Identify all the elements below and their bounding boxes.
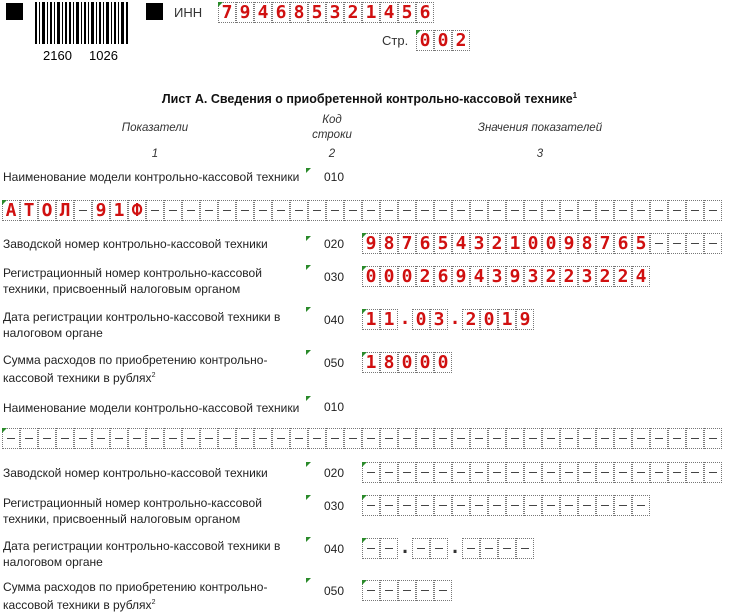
b2-date-code: 040 bbox=[324, 542, 345, 556]
char-cell bbox=[398, 428, 416, 449]
char-cell bbox=[380, 580, 398, 601]
b1-date-label bbox=[3, 309, 280, 341]
char-cell bbox=[398, 580, 416, 601]
char-cell bbox=[470, 462, 488, 483]
b1-date-label-l1: Дата регистрации контрольно-кассовой техники в bbox=[3, 310, 281, 324]
char-cell: А bbox=[2, 200, 20, 221]
char-cell: 2 bbox=[596, 266, 614, 287]
b2-model-mark bbox=[306, 396, 311, 401]
char-cell: 3 bbox=[470, 233, 488, 254]
b1-model-mark bbox=[306, 168, 311, 173]
char-cell bbox=[218, 428, 236, 449]
char-cell: 4 bbox=[452, 233, 470, 254]
char-cell bbox=[488, 462, 506, 483]
char-cell bbox=[200, 200, 218, 221]
char-cell bbox=[578, 428, 596, 449]
char-cell bbox=[704, 428, 722, 449]
char-cell bbox=[182, 428, 200, 449]
char-cell bbox=[362, 462, 380, 483]
b1-date-code: 040 bbox=[324, 313, 345, 327]
char-cell: 0 bbox=[542, 233, 560, 254]
char-cell bbox=[488, 200, 506, 221]
char-cell bbox=[686, 233, 704, 254]
date-separator: . bbox=[449, 537, 461, 558]
b1-sum-code: 050 bbox=[324, 356, 345, 370]
char-cell bbox=[434, 462, 452, 483]
sheet-title bbox=[0, 91, 739, 106]
char-cell: 1 bbox=[362, 2, 380, 23]
b1-sum-label-l1: Сумма расходов по приобретению контрольно- bbox=[3, 353, 268, 367]
b1-serial-mark bbox=[306, 236, 311, 241]
char-cell: 9 bbox=[560, 233, 578, 254]
b1-sum-label bbox=[3, 352, 267, 386]
char-cell bbox=[506, 495, 524, 516]
barcode-number-right: 1026 bbox=[89, 48, 118, 63]
char-cell: 0 bbox=[362, 266, 380, 287]
char-cell bbox=[650, 462, 668, 483]
char-cell bbox=[344, 428, 362, 449]
b1-sum-mark bbox=[306, 350, 311, 355]
char-cell bbox=[236, 200, 254, 221]
char-cell bbox=[416, 462, 434, 483]
char-cell: 2 bbox=[560, 266, 578, 287]
b1-sum-label-l2: кассовой техники в рублях bbox=[3, 371, 152, 385]
char-cell bbox=[434, 495, 452, 516]
char-cell bbox=[542, 428, 560, 449]
b1-reg-label-l2: техники, присвоенный налоговым органом bbox=[3, 282, 241, 296]
char-cell: 0 bbox=[398, 352, 416, 373]
b2-model-field[interactable] bbox=[2, 428, 722, 449]
char-cell bbox=[416, 495, 434, 516]
char-cell bbox=[614, 462, 632, 483]
char-cell bbox=[164, 200, 182, 221]
b2-reg-label bbox=[3, 495, 262, 527]
char-cell bbox=[470, 200, 488, 221]
col3-header: Значения показателей bbox=[477, 122, 603, 134]
char-cell: 2 bbox=[416, 266, 434, 287]
b1-model-field[interactable] bbox=[2, 200, 722, 221]
char-cell: 5 bbox=[632, 233, 650, 254]
char-cell bbox=[74, 200, 92, 221]
char-cell bbox=[506, 428, 524, 449]
char-cell bbox=[92, 428, 110, 449]
char-cell: 5 bbox=[398, 2, 416, 23]
char-cell bbox=[578, 495, 596, 516]
char-cell bbox=[542, 200, 560, 221]
char-cell: 1 bbox=[498, 309, 516, 330]
b2-reg-mark bbox=[306, 495, 311, 500]
char-cell: 2 bbox=[344, 2, 362, 23]
b2-reg-field[interactable] bbox=[362, 495, 650, 516]
char-cell bbox=[470, 428, 488, 449]
char-cell bbox=[614, 495, 632, 516]
b2-sum-label-l1: Сумма расходов по приобретению контрольно- bbox=[3, 580, 268, 594]
char-cell bbox=[498, 538, 516, 559]
char-cell: 6 bbox=[416, 2, 434, 23]
char-cell: 2 bbox=[542, 266, 560, 287]
char-cell: 0 bbox=[380, 266, 398, 287]
char-cell bbox=[20, 428, 38, 449]
b1-model-code: 010 bbox=[324, 170, 345, 184]
char-cell bbox=[362, 428, 380, 449]
char-cell bbox=[614, 428, 632, 449]
sheet-title-text: Лист А. Сведения о приобретенной контрольно-кассовой технике bbox=[161, 92, 573, 107]
char-cell bbox=[74, 428, 92, 449]
col2-header-line1: Код bbox=[322, 114, 342, 126]
b2-reg-code: 030 bbox=[324, 499, 345, 513]
char-cell bbox=[272, 428, 290, 449]
char-cell bbox=[668, 428, 686, 449]
char-cell: 4 bbox=[470, 266, 488, 287]
char-cell: 0 bbox=[524, 233, 542, 254]
char-cell: 9 bbox=[362, 233, 380, 254]
char-cell bbox=[578, 200, 596, 221]
char-cell: 9 bbox=[452, 266, 470, 287]
char-cell bbox=[398, 200, 416, 221]
char-cell bbox=[632, 495, 650, 516]
char-cell bbox=[560, 428, 578, 449]
char-cell: 4 bbox=[380, 2, 398, 23]
char-cell bbox=[596, 428, 614, 449]
char-cell bbox=[326, 200, 344, 221]
b1-serial-field[interactable] bbox=[362, 233, 722, 254]
corner-marker-right bbox=[146, 3, 163, 20]
char-cell: О bbox=[38, 200, 56, 221]
char-cell: 3 bbox=[488, 266, 506, 287]
char-cell bbox=[398, 462, 416, 483]
char-cell bbox=[650, 233, 668, 254]
char-cell: 7 bbox=[218, 2, 236, 23]
char-cell bbox=[452, 495, 470, 516]
date-separator: . bbox=[399, 537, 411, 558]
char-cell bbox=[380, 428, 398, 449]
char-cell bbox=[452, 462, 470, 483]
char-cell bbox=[110, 428, 128, 449]
b2-date-mark bbox=[306, 537, 311, 542]
char-cell bbox=[412, 538, 430, 559]
char-cell bbox=[362, 580, 380, 601]
char-cell: 2 bbox=[462, 309, 480, 330]
char-cell bbox=[2, 428, 20, 449]
b1-serial-label: Заводской номер контрольно-кассовой техники bbox=[3, 237, 268, 251]
char-cell bbox=[380, 538, 398, 559]
char-cell bbox=[578, 462, 596, 483]
char-cell bbox=[434, 200, 452, 221]
char-cell: 9 bbox=[516, 309, 534, 330]
char-cell bbox=[480, 538, 498, 559]
char-cell: 0 bbox=[434, 352, 452, 373]
b1-sum-field[interactable] bbox=[362, 352, 452, 373]
char-cell bbox=[56, 428, 74, 449]
char-cell bbox=[416, 200, 434, 221]
b2-date-label-l2: налоговом органе bbox=[3, 555, 103, 569]
char-cell bbox=[398, 495, 416, 516]
char-cell bbox=[236, 428, 254, 449]
b2-sum-label-l2: кассовой техники в рублях bbox=[3, 598, 152, 612]
char-cell bbox=[704, 233, 722, 254]
char-cell bbox=[434, 580, 452, 601]
char-cell: 0 bbox=[416, 352, 434, 373]
date-separator: . bbox=[449, 308, 461, 329]
char-cell bbox=[524, 428, 542, 449]
b1-reg-label bbox=[3, 265, 262, 297]
char-cell bbox=[182, 200, 200, 221]
char-cell bbox=[632, 462, 650, 483]
char-cell bbox=[542, 495, 560, 516]
char-cell bbox=[200, 428, 218, 449]
char-cell: 4 bbox=[632, 266, 650, 287]
b2-date-label-l1: Дата регистрации контрольно-кассовой техники в bbox=[3, 539, 281, 553]
char-cell: 8 bbox=[578, 233, 596, 254]
char-cell bbox=[430, 538, 448, 559]
char-cell bbox=[668, 462, 686, 483]
char-cell: 0 bbox=[480, 309, 498, 330]
b1-model-label: Наименование модели контрольно-кассовой техники bbox=[3, 170, 300, 184]
char-cell bbox=[560, 200, 578, 221]
char-cell bbox=[560, 495, 578, 516]
col2-header-line2: строки bbox=[312, 129, 352, 141]
char-cell: 0 bbox=[416, 30, 434, 51]
char-cell: 9 bbox=[92, 200, 110, 221]
char-cell: Ф bbox=[128, 200, 146, 221]
char-cell bbox=[308, 428, 326, 449]
char-cell bbox=[488, 428, 506, 449]
char-cell bbox=[614, 200, 632, 221]
char-cell bbox=[254, 200, 272, 221]
b1-date-mark bbox=[306, 307, 311, 312]
char-cell bbox=[524, 495, 542, 516]
sheet-title-footnote: 1 bbox=[572, 91, 578, 100]
char-cell bbox=[596, 200, 614, 221]
char-cell: 1 bbox=[362, 352, 380, 373]
char-cell bbox=[686, 428, 704, 449]
b2-sum-mark bbox=[306, 578, 311, 583]
b2-date-label bbox=[3, 538, 280, 570]
char-cell: 6 bbox=[614, 233, 632, 254]
b1-reg-mark bbox=[306, 265, 311, 270]
char-cell bbox=[380, 495, 398, 516]
char-cell bbox=[704, 462, 722, 483]
char-cell: 0 bbox=[398, 266, 416, 287]
char-cell bbox=[272, 200, 290, 221]
char-cell bbox=[668, 233, 686, 254]
char-cell: Т bbox=[20, 200, 38, 221]
b2-sum-footnote: 2 bbox=[151, 599, 156, 606]
char-cell: 6 bbox=[434, 266, 452, 287]
char-cell bbox=[524, 200, 542, 221]
char-cell bbox=[452, 200, 470, 221]
b2-sum-field[interactable] bbox=[362, 580, 452, 601]
char-cell: 0 bbox=[434, 30, 452, 51]
inn-field[interactable] bbox=[218, 2, 434, 23]
char-cell bbox=[380, 200, 398, 221]
b1-sum-footnote: 2 bbox=[151, 372, 156, 379]
b2-sum-label bbox=[3, 579, 267, 613]
page-number-field[interactable] bbox=[416, 30, 470, 51]
char-cell: 1 bbox=[362, 309, 380, 330]
char-cell bbox=[362, 538, 380, 559]
barcode-number-left: 2160 bbox=[43, 48, 72, 63]
char-cell bbox=[218, 200, 236, 221]
char-cell bbox=[632, 428, 650, 449]
char-cell bbox=[128, 428, 146, 449]
char-cell: 2 bbox=[614, 266, 632, 287]
char-cell: 3 bbox=[326, 2, 344, 23]
corner-marker-left bbox=[6, 3, 23, 20]
b1-serial-code: 020 bbox=[324, 237, 345, 251]
char-cell: 8 bbox=[380, 352, 398, 373]
char-cell bbox=[362, 495, 380, 516]
char-cell: 3 bbox=[430, 309, 448, 330]
char-cell bbox=[308, 200, 326, 221]
char-cell bbox=[164, 428, 182, 449]
char-cell bbox=[686, 462, 704, 483]
char-cell: 6 bbox=[272, 2, 290, 23]
char-cell bbox=[506, 200, 524, 221]
char-cell bbox=[462, 538, 480, 559]
char-cell bbox=[542, 462, 560, 483]
char-cell: 2 bbox=[488, 233, 506, 254]
char-cell bbox=[560, 462, 578, 483]
char-cell bbox=[488, 495, 506, 516]
char-cell: 3 bbox=[524, 266, 542, 287]
char-cell: 3 bbox=[578, 266, 596, 287]
b2-serial-mark bbox=[306, 462, 311, 467]
char-cell bbox=[290, 428, 308, 449]
char-cell bbox=[506, 462, 524, 483]
char-cell bbox=[650, 200, 668, 221]
char-cell: 6 bbox=[416, 233, 434, 254]
char-cell bbox=[146, 428, 164, 449]
date-separator: . bbox=[399, 308, 411, 329]
char-cell bbox=[704, 200, 722, 221]
char-cell bbox=[668, 200, 686, 221]
b2-reg-label-l2: техники, присвоенный налоговым органом bbox=[3, 512, 241, 526]
char-cell bbox=[416, 580, 434, 601]
char-cell: 7 bbox=[596, 233, 614, 254]
char-cell bbox=[452, 428, 470, 449]
char-cell bbox=[516, 538, 534, 559]
char-cell: 9 bbox=[506, 266, 524, 287]
char-cell: Л bbox=[56, 200, 74, 221]
char-cell: 0 bbox=[412, 309, 430, 330]
b2-serial-code: 020 bbox=[324, 466, 345, 480]
char-cell bbox=[290, 200, 308, 221]
char-cell: 1 bbox=[110, 200, 128, 221]
char-cell bbox=[596, 495, 614, 516]
col2-number: 2 bbox=[328, 148, 336, 160]
char-cell bbox=[596, 462, 614, 483]
char-cell: 7 bbox=[398, 233, 416, 254]
char-cell bbox=[632, 200, 650, 221]
char-cell bbox=[524, 462, 542, 483]
char-cell bbox=[434, 428, 452, 449]
char-cell: 4 bbox=[254, 2, 272, 23]
b2-date-field[interactable] bbox=[362, 538, 534, 559]
b2-serial-field[interactable] bbox=[362, 462, 722, 483]
char-cell: 8 bbox=[380, 233, 398, 254]
char-cell bbox=[362, 200, 380, 221]
barcode-image bbox=[33, 2, 129, 50]
char-cell bbox=[38, 428, 56, 449]
char-cell bbox=[470, 495, 488, 516]
char-cell: 8 bbox=[290, 2, 308, 23]
col3-number: 3 bbox=[536, 148, 544, 160]
b1-reg-field[interactable] bbox=[362, 266, 650, 287]
b1-reg-label-l1: Регистрационный номер контрольно-кассовой bbox=[3, 266, 262, 280]
char-cell bbox=[380, 462, 398, 483]
b1-date-label-l2: налоговом органе bbox=[3, 326, 103, 340]
inn-label: ИНН bbox=[174, 5, 203, 20]
b1-reg-code: 030 bbox=[324, 270, 345, 284]
char-cell bbox=[416, 428, 434, 449]
b2-reg-label-l1: Регистрационный номер контрольно-кассовой bbox=[3, 496, 262, 510]
char-cell bbox=[650, 428, 668, 449]
col1-header: Показатели bbox=[121, 122, 189, 134]
b2-model-label: Наименование модели контрольно-кассовой техники bbox=[3, 401, 300, 415]
b2-serial-label: Заводской номер контрольно-кассовой техники bbox=[3, 466, 268, 480]
char-cell: 2 bbox=[452, 30, 470, 51]
char-cell: 1 bbox=[380, 309, 398, 330]
b2-model-code: 010 bbox=[324, 400, 345, 414]
char-cell: 1 bbox=[506, 233, 524, 254]
char-cell: 5 bbox=[308, 2, 326, 23]
char-cell bbox=[254, 428, 272, 449]
char-cell: 5 bbox=[434, 233, 452, 254]
char-cell bbox=[326, 428, 344, 449]
b1-date-field[interactable] bbox=[362, 309, 534, 330]
char-cell: 9 bbox=[236, 2, 254, 23]
char-cell bbox=[344, 200, 362, 221]
page-label: Стр. bbox=[382, 33, 409, 48]
char-cell bbox=[686, 200, 704, 221]
col1-number: 1 bbox=[151, 148, 159, 160]
char-cell bbox=[146, 200, 164, 221]
b2-sum-code: 050 bbox=[324, 584, 345, 598]
